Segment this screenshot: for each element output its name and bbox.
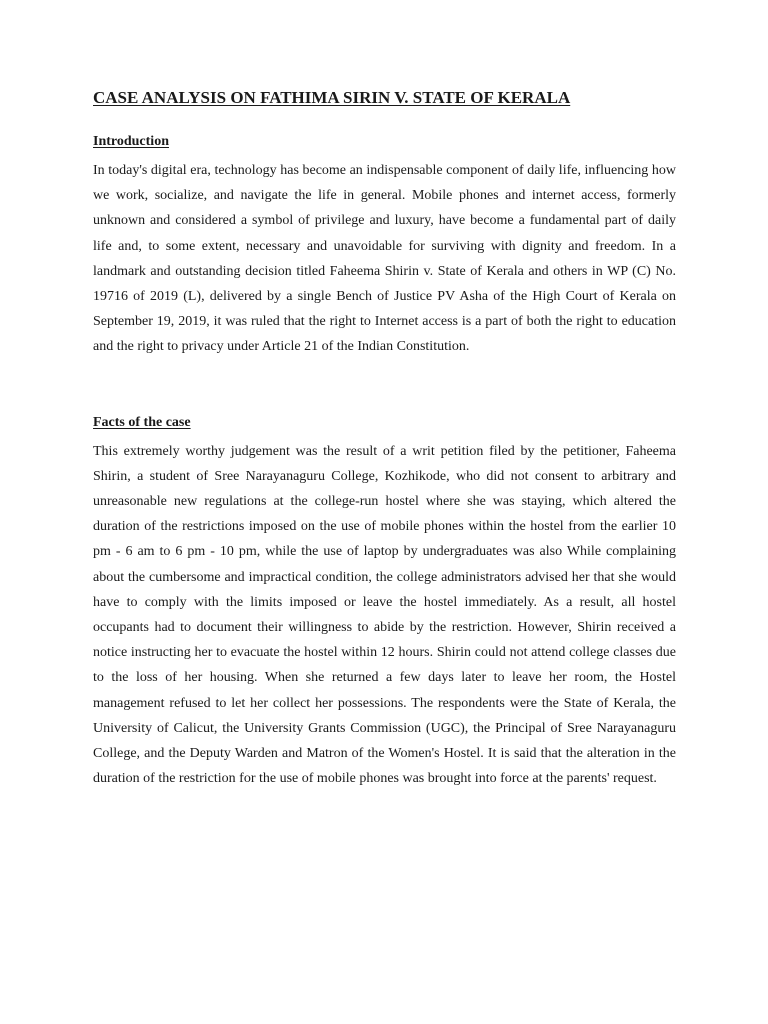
section-heading-facts-of-the-case: Facts of the case	[93, 414, 191, 430]
section-heading-introduction: Introduction	[93, 134, 169, 149]
document-content	[93, 84, 676, 791]
facts-paragraph: This extremely worthy judgement was the result of a writ petition filed by the petitioner, Faheema Shirin, a student of Sree Narayanaguru College, Kozhikode, who did not consent to arbitrary and unreasonable new regulations at the college-run hostel where she was staying, which altered the duration of the restrictions imposed on the use of mobile phones within the hostel from the earlier 10 pm - 6 am to 6 pm - 10 pm, while the use of laptop by undergraduates was also While complaining about the cumbersome and impractical condition, the college administrators advised her that she would have to comply with the limits imposed or leave the hostel immediately. As a result, all hostel occupants had to document their willingness to abide by the restriction. However, Shirin received a notice instructing her to evacuate the hostel within 12 hours. Shirin could not attend college classes due to the loss of her housing. When she returned a few days later to leave her room, the Hostel management refused to let her collect her possessions. The respondents were the State of Kerala, the University of Calicut, the University Grants Commission (UGC), the Principal of Sree Narayanaguru College, and the Deputy Warden and Matron of the Women's Hostel. It is said that the alteration in the duration of the restriction for the use of mobile phones was brought into force at the parents' request.	[93, 443, 676, 787]
document-title: CASE ANALYSIS ON FATHIMA SIRIN V. STATE OF KERALA	[93, 88, 571, 107]
introduction-paragraph: In today's digital era, technology has become an indispensable component of daily life, influencing how we work, socialize, and navigate the life in general. Mobile phones and internet access, formerly unknown and considered a symbol of privilege and luxury, have become a fundamental part of daily life and, to some extent, necessary and unavoidable for surviving with dignity and freedom. In a landmark and outstanding decision titled Faheema Shirin v. State of Kerala and others in WP (C) No. 19716 of 2019 (L), delivered by a single Bench of Justice PV Asha of the High Court of Kerala on September 19, 2019, it was ruled that the right to Internet access is a part of both the right to education and the right to privacy under Article 21 of the Indian Constitution.	[93, 163, 676, 355]
